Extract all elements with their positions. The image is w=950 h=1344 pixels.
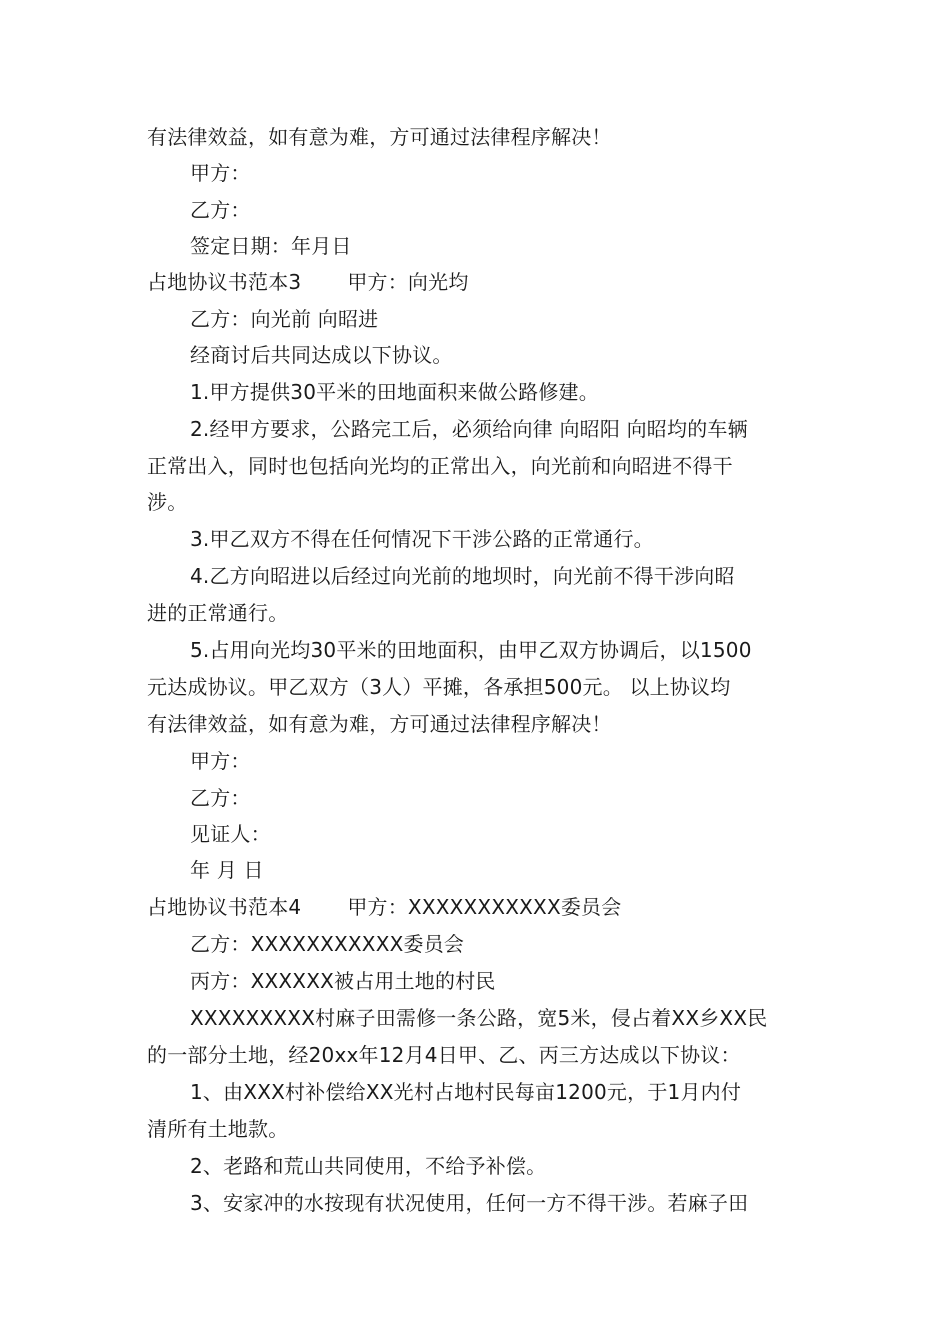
text-line: 清所有土地款。	[147, 1117, 289, 1141]
clause-5: 5.占用向光均30平米的田地面积，由甲乙双方协调后，以1500	[190, 638, 752, 662]
party-b-label: 乙方：	[190, 198, 251, 222]
party-a-label: 甲方：	[190, 749, 251, 773]
clause-4: 4.乙方向昭进以后经过向光前的地坝时，向光前不得干涉向昭	[190, 564, 735, 588]
party-c-name: 丙方：XXXXXX被占用土地的村民	[190, 969, 496, 993]
text-line: 涉。	[147, 490, 188, 514]
party-a-name: 甲方：XXXXXXXXXXX委员会	[347, 895, 622, 919]
sign-date-label: 签定日期：年月日	[190, 234, 352, 258]
text-line: 正常出入，同时也包括向光均的正常出入，向光前和向昭进不得干	[147, 454, 733, 478]
text-line: 有法律效益，如有意为难，方可通过法律程序解决！	[147, 712, 612, 736]
text-line: 元达成协议。甲乙双方（3人）平摊，各承担500元。 以上协议均	[147, 675, 731, 699]
clause-1: 1、由XXX村补偿给XX光村占地村民每亩1200元，于1月内付	[190, 1080, 742, 1104]
clause-2: 2、老路和荒山共同使用，不给予补偿。	[190, 1154, 547, 1178]
text-line: 进的正常通行。	[147, 601, 289, 625]
clause-3: 3.甲乙双方不得在任何情况下干涉公路的正常通行。	[190, 527, 654, 551]
section-heading: 占地协议书范本3	[147, 270, 302, 294]
date-label: 年 月 日	[190, 858, 264, 882]
text-line: 经商讨后共同达成以下协议。	[190, 343, 453, 367]
clause-3: 3、安家冲的水按现有状况使用，任何一方不得干涉。若麻子田	[190, 1191, 749, 1215]
party-a-label: 甲方：	[190, 161, 251, 185]
clause-2: 2.经甲方要求，公路完工后，必须给向律 向昭阳 向昭均的车辆	[190, 417, 748, 441]
text-line: 的一部分土地，经20xx年12月4日甲、乙、丙三方达成以下协议：	[147, 1043, 741, 1067]
text-line: 有法律效益，如有意为难，方可通过法律程序解决！	[147, 125, 612, 149]
witness-label: 见证人：	[190, 822, 271, 846]
clause-1: 1.甲方提供30平米的田地面积来做公路修建。	[190, 380, 599, 404]
section-heading: 占地协议书范本4	[147, 895, 302, 919]
party-b-label: 乙方：	[190, 786, 251, 810]
section-heading-line	[147, 269, 469, 295]
text-line: XXXXXXXXX村麻子田需修一条公路，宽5米，侵占着XX乡XX民	[190, 1006, 768, 1030]
party-b-name: 乙方：XXXXXXXXXXX委员会	[190, 932, 465, 956]
party-a-name: 甲方：向光均	[347, 270, 469, 294]
section-heading-line	[147, 894, 621, 920]
party-b-name: 乙方：向光前 向昭进	[190, 307, 379, 331]
